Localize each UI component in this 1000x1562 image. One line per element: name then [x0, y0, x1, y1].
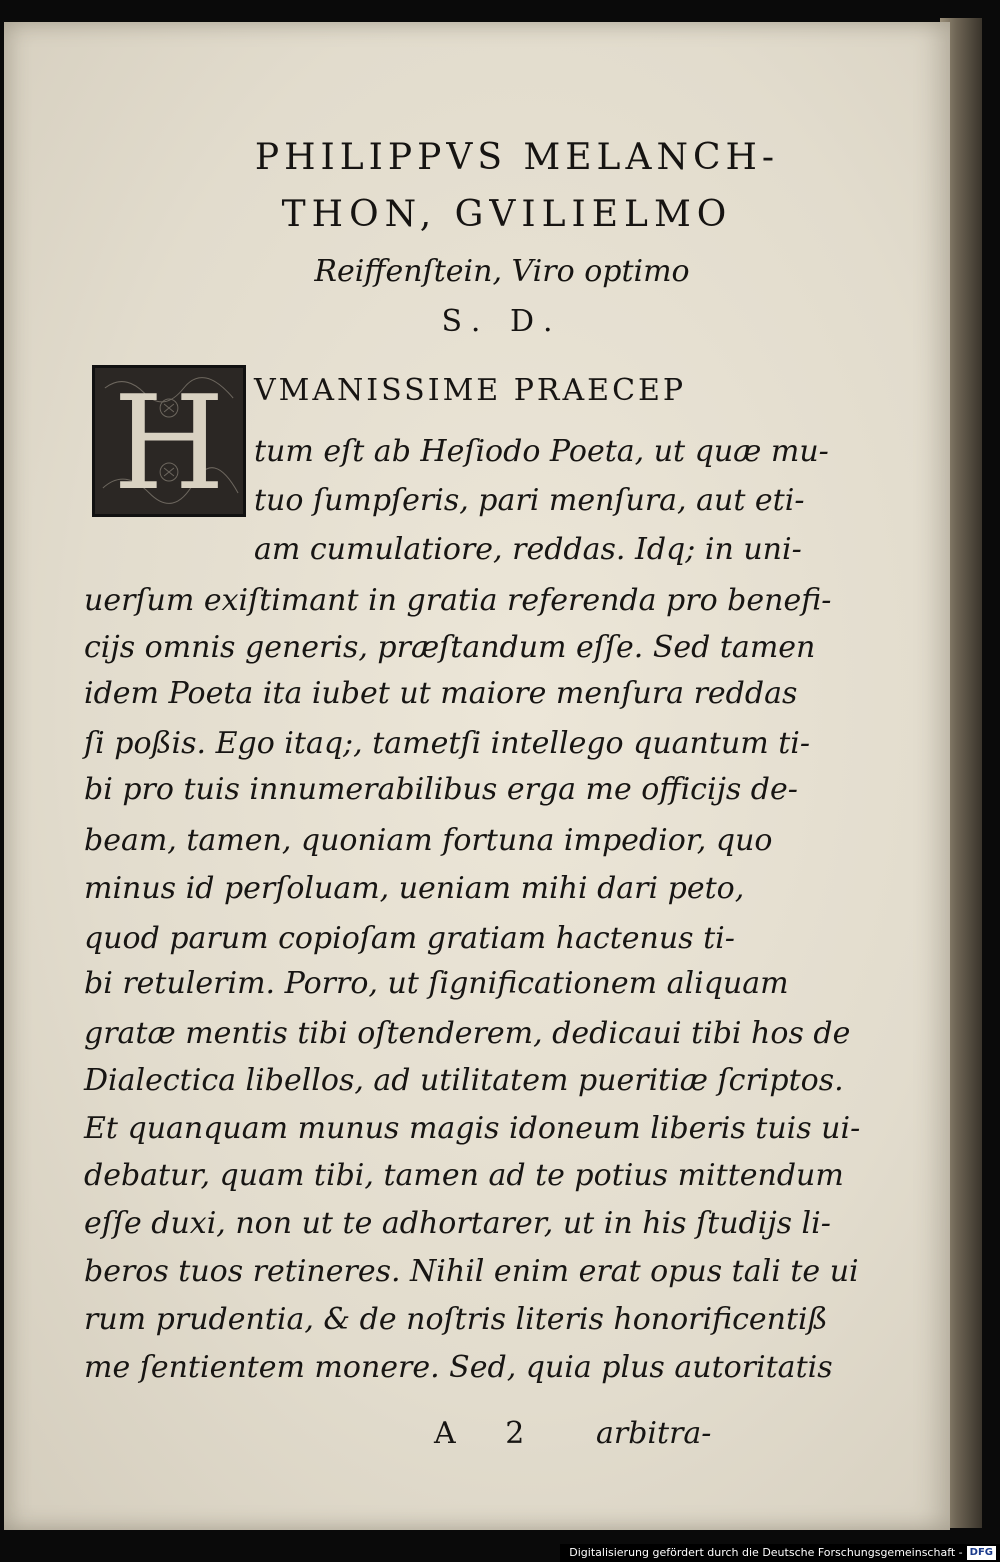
text-line: beros tuos retineres. Nihil enim erat opus tali te ui [84, 1254, 859, 1289]
dfg-logo-icon: DFG [967, 1546, 996, 1560]
text-line: me ſentientem monere. Sed, quia plus autoritatis [84, 1350, 833, 1385]
digitization-banner-text: Digitalisierung gefördert durch die Deutsche Forschungsgemeinschaft - [569, 1546, 963, 1559]
digitization-banner [560, 1544, 1000, 1562]
text-line: Dialectica libellos, ad utilitatem pueritiæ ſcriptos. [84, 1063, 844, 1098]
heading-line-3: Reiffenſtein, Viro optimo [314, 254, 690, 289]
heading-line-4: S. D. [441, 304, 563, 339]
text-line: am cumulatiore, reddas. Idq; in uni- [254, 532, 802, 567]
decorated-initial-ornament-icon [95, 368, 243, 514]
text-line: bi pro tuis innumerabilibus erga me officijs de- [84, 772, 798, 807]
initial-letter: H [113, 368, 225, 514]
heading-line-2: THON, GVILIELMO [281, 194, 733, 235]
text-line: eſſe duxi, non ut te adhortarer, ut in his ſtudijs li- [84, 1206, 831, 1241]
signature-mark: A 2 [434, 1416, 545, 1451]
text-line: rum prudentia, & de noſtris literis honorificentiß [84, 1302, 828, 1337]
text-line: quod parum copioſam gratiam hactenus ti- [84, 921, 735, 956]
heading-line-1: PHILIPPVS MELANCH- [254, 137, 780, 178]
catchword: arbitra- [596, 1416, 712, 1451]
text-line: bi retulerim. Porro, ut ſignificationem aliquam [84, 966, 789, 1001]
text-line: minus id perſoluam, ueniam mihi dari peto, [84, 871, 745, 906]
text-line: tum eſt ab Heſiodo Poeta, ut quæ mu- [254, 434, 829, 469]
text-line: VMANISSIME PRAECEP [254, 373, 687, 408]
text-line: uerſum exiſtimant in gratia referenda pro benefi- [84, 583, 832, 618]
text-line: ſi poßis. Ego itaq;, tametſi intellego quantum ti- [84, 726, 811, 761]
text-line: Et quanquam munus magis idoneum liberis tuis ui- [84, 1111, 861, 1146]
text-line: idem Poeta ita iubet ut maiore menſura reddas [84, 676, 798, 711]
text-line: beam, tamen, quoniam fortuna impedior, quo [84, 823, 773, 858]
text-line: cijs omnis generis, præſtandum eſſe. Sed tamen [84, 630, 816, 665]
book-page [4, 22, 950, 1530]
text-line: tuo ſumpſeris, pari menſura, aut eti- [254, 483, 805, 518]
text-line: debatur, quam tibi, tamen ad te potius mittendum [84, 1158, 844, 1193]
decorated-initial [92, 365, 246, 517]
text-line: gratæ mentis tibi oſtenderem, dedicaui tibi hos de [84, 1016, 851, 1051]
